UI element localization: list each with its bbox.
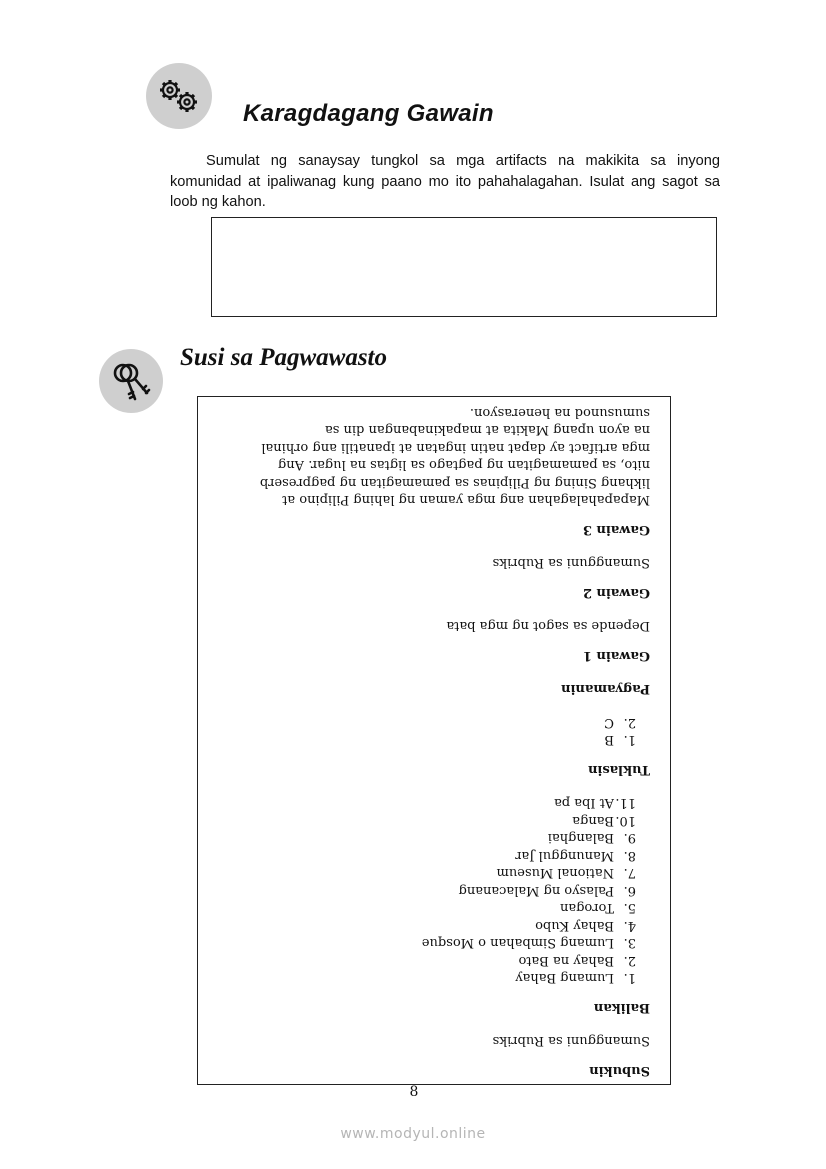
- watermark: www.modyul.online: [340, 1126, 486, 1142]
- gears-icon: [146, 63, 212, 129]
- list-item: 1.B: [604, 732, 636, 748]
- list-item: 7.National Museum: [496, 865, 636, 881]
- balikan-list: [216, 794, 650, 987]
- list-item: 2.Bahay na Bato: [518, 953, 636, 968]
- tuklasin-list: [216, 714, 650, 749]
- list-item: 5.Torogan: [560, 900, 636, 916]
- heading-subukin: Subukin: [589, 1063, 650, 1078]
- list-item: 6.Palasyo ng Malacanang: [458, 883, 636, 898]
- heading-gawain-2: Gawain 2: [582, 585, 650, 600]
- list-item: 2.C: [604, 715, 636, 730]
- list-item: 8.Manunggul Jar: [515, 848, 636, 863]
- instruction-paragraph: Sumulat ng sanaysay tungkol sa mga artifacts na makikita sa inyong komunidad at ipaliwanag kung paano mo ito pahahalagahan. Isulat ang sagot sa loob ng kahon.: [170, 153, 720, 210]
- list-item: 3.Lumang Simbahan o Mosque: [421, 935, 636, 951]
- list-item: 4.Bahay Kubo: [535, 918, 636, 933]
- gawain-3-line: nito, sa pamamagitan ng pagtago sa ligtas na lugar. Ang: [277, 457, 650, 473]
- heading-balikan: Balikan: [593, 1000, 650, 1015]
- gawain-2-text: Sumangguni sa Rubriks: [492, 555, 650, 571]
- heading-tuklasin: Tuklasin: [587, 762, 650, 777]
- heading-gawain-3: Gawain 3: [582, 522, 650, 537]
- gawain-3-line: mga artifact ay dapat natin ingatan at ipanatili ang orhinal: [261, 440, 650, 455]
- section-title-karagdagang-gawain: Karagdagang Gawain: [243, 100, 494, 127]
- answer-key-box: [197, 396, 671, 1085]
- list-item: 9.Balanghai: [547, 830, 636, 846]
- gawain-3-line: likhang Sining ng Pilipinas sa pamamagitan ng pagpreserb: [259, 475, 650, 490]
- answer-key-content: [216, 404, 650, 1080]
- list-item: 10.Banga: [572, 813, 636, 828]
- gawain-3-line: na ayon upang Makita at mapakinabangan din sa: [325, 422, 650, 438]
- gawain-3-line: sumusunod na henerasyon.: [469, 405, 650, 420]
- page-number: 8: [409, 1084, 419, 1100]
- list-item: 1.Lumang Bahay: [515, 970, 636, 986]
- keys-icon: [99, 349, 163, 413]
- gawain-1-text: Depende sa sagot ng mga bata: [446, 618, 650, 634]
- subukin-text: Sumangguni sa Rubriks: [492, 1033, 650, 1049]
- heading-pagyamanin: Pagyamanin: [561, 681, 650, 697]
- heading-gawain-1: Gawain 1: [582, 648, 650, 663]
- answer-box[interactable]: [211, 217, 717, 317]
- section-title-susi-sa-pagwawasto: Susi sa Pagwawasto: [180, 344, 388, 371]
- gawain-3-line: Mapapahalagahan ang mga yaman ng lahing Pilipino at: [282, 492, 650, 508]
- list-item: 11.At Iba pa: [554, 795, 636, 811]
- answer-key-rotated-content: [198, 397, 672, 1086]
